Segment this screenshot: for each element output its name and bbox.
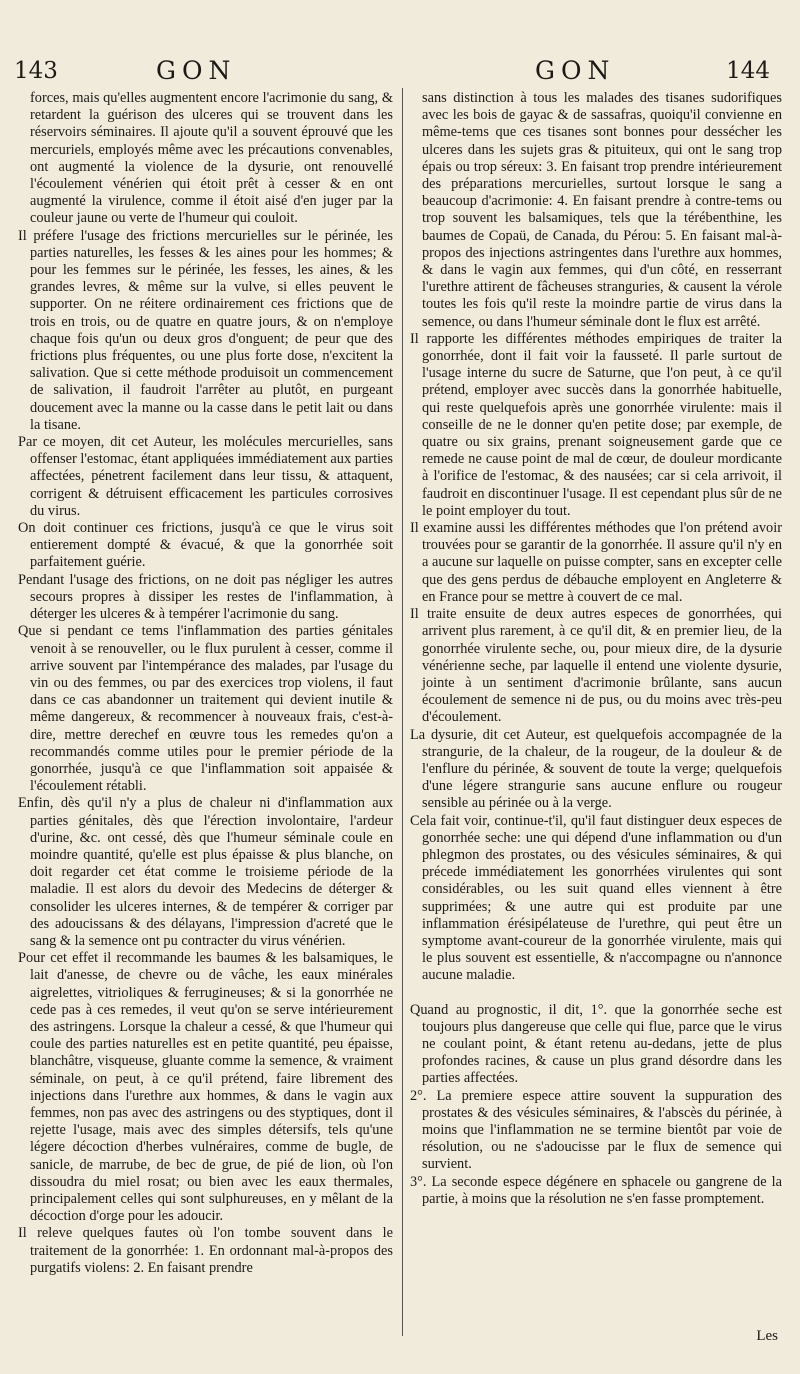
paragraph: Il releve quelques fautes où l'on tombe souvent dans le traitement de la gonorrhée: 1. En ordonnant mal-à-propos des purgatifs violens: 2. En faisant prendre bbox=[18, 1225, 393, 1276]
column-divider bbox=[402, 88, 403, 1336]
right-running-head: GON bbox=[535, 56, 616, 85]
paragraph: Que si pendant ce tems l'inflammation des parties génitales venoit à se renouveller, ou le flux purulent à cesser, comme il arrive souvent par l'intempérance des malades, par l'usage du vin ou des femmes, ou par des exercices trop violens, il faut dans ce cas abandonner un traitement qui devient inutile & même dangereux, & recommencer à nouveaux frais, c'est-à-dire, mettre derechef en œuvre tous les remedes qu'on a recommandés comme utiles pour le premier période de la gonorrhée, jusqu'à ce que l'inflammation soit appaisée & l'écoulement rétabli. bbox=[18, 623, 393, 795]
paragraph: Pour cet effet il recommande les baumes & les balsamiques, le lait d'anesse, de chevre ou de vâche, les eaux minérales aigrelettes, vitrioliques & ferrugineuses; & si la gonorrhée ne cede pas à ces remedes, il veut qu'on se serve intérieurement des astringens. Lorsque la chaleur a cessé, & que l'humeur qui coule des parties naturelles est en petite quantité, peu épaisse, blanchâtre, visqueuse, gluante comme la semence, & vraiment séminale, on peut, à ce qu'il prétend, faire librement des injections dans l'urethre aux hommes, & dans le vagin aux femmes, non pas avec des astringens ou des styptiques, dont il rejette l'usage, mais avec des simples détersifs, tels qu'une légere décoction d'herbes vulnéraires, comme de bugle, de sanicle, de marrube, de bec de grue, de pié de lion, où l'on dissoudra du miel rosat; ou bien avec les eaux thermales, principalement celles qui sont sulphureuses, en y mêlant de la décoction d'orge pour les adoucir. bbox=[18, 950, 393, 1225]
paragraph: sans distinction à tous les malades des tisanes sudorifiques avec les bois de gayac & de sassafras, quoiqu'il convienne en même-tems que ces tisanes sont bonnes pour dessécher les ulceres dans les sujets gras & pituiteux, qui ont le sang trop épais ou trop séreux: 3. En faisant trop prendre intérieurement des préparations mercurielles, surtout lorsque le sang a beaucoup d'acrimonie: 4. En faisant prendre à contre-tems ou trop souvent les balsamiques, tels que la térébenthine, les baumes de Copaü, de Canada, du Pérou: 5. En faisant mal-à-propos des injections astringentes dans l'urethre aux hommes, & dans le vagin aux femmes, qui d'un côté, en resserrant l'urethre attirent de fâcheuses stranguries, & causent la vérole toutes les fois qu'il reste la moindre partie de virus dans la semence, ou dans l'humeur séminale dont le flux est arrêté. bbox=[422, 90, 782, 330]
paragraph: Pendant l'usage des frictions, on ne doit pas négliger les autres secours propres à dissiper les restes de l'inflammation, à déterger les ulceres & à tempérer l'acrimonie du sang. bbox=[18, 571, 393, 623]
paragraph: Il rapporte les différentes méthodes empiriques de traiter la gonorrhée, dont il fait voir la fausseté. Il parle surtout de l'usage interne du sucre de Saturne, que l'on peut, à ce qu'il prétend, employer avec succès dans la gonorrhée habituelle, qui reste quelquefois après une gonorrhée virulente: mais il conseille de ne le donner qu'en petite dose; par exemple, de quatre ou six grains, prenant soigneusement garde que ce remede ne cause point de mal de cœur, de douleur mordicante à l'orifice de l'estomac, & des nausées; car si cela arrivoit, il faudroit en discontinuer l'usage. Il est cependant plus sûr de ne le point employer du tout. bbox=[410, 330, 782, 519]
paragraph: La dysurie, dit cet Auteur, est quelquefois accompagnée de la strangurie, de la chaleur, de la rougeur, de la douleur & de l'enflure du périnée, & souvent de toute la verge; quelquefois d'une légere strangurie sans aucune enflure ou rougeur sensible au périnée ou à la verge. bbox=[410, 726, 782, 812]
paragraph: Il examine aussi les différentes méthodes que l'on prétend avoir trouvées pour se garantir de la gonorrhée. Il assure qu'il n'y en a aucune sur laquelle on puisse compter, sans en excepter celle que des gens perdus de débauche employent en Angleterre & en France pour se mettre à couvert de ce mal. bbox=[410, 520, 782, 605]
catchword: Les bbox=[756, 1328, 778, 1344]
paragraph: forces, mais qu'elles augmentent encore l'acrimonie du sang, & retardent la guérison des ulceres qui se trouvent dans les réservoirs séminaires. Il ajoute qu'il a souvent éprouvé que les mercuriels, employés même avec les précautions convenables, ont augmenté la violence de la dysurie, ont renouvellé l'écoulement vénérien qui étoit prêt à cesser & en ont augmenté la virulence, comme il étoit aisé d'en juger par la couleur jaune ou verte de l'humeur qui couloit. bbox=[30, 90, 393, 227]
left-running-head: GON bbox=[156, 56, 237, 85]
paragraph: Par ce moyen, dit cet Auteur, les molécules mercurielles, sans offenser l'estomac, étant appliquées immédiatement aux parties affectées, pénetrent facilement dans leur tissu, & attaquent, corrigent & détruisent efficacement les particules corrosives du virus. bbox=[18, 434, 393, 519]
left-column bbox=[18, 90, 393, 1277]
right-page-number: 144 bbox=[726, 58, 770, 84]
left-page-number: 143 bbox=[14, 58, 58, 84]
paragraph: Enfin, dès qu'il n'y a plus de chaleur ni d'inflammation aux parties génitales, dès que l'érection involontaire, l'ardeur d'urine, &c. ont cessé, dès que l'humeur séminale coule en moindre quantité, qu'elle est plus épaisse & plus blanche, on doit regarder cet état comme le troisieme période de la maladie. Il est alors du devoir des Medecins de déterger & consolider les ulceres internes, & de tempérer & corriger par des adoucissans & des délayans, l'impression d'acreté que le sang & la semence ont pu contracter du virus vénérien. bbox=[18, 795, 393, 949]
paragraph: Cela fait voir, continue-t'il, qu'il faut distinguer deux especes de gonorrhée seche: une qui dépend d'une inflammation ou d'un phlegmon des prostates, ou des vésicules séminaires, & qui précede immédiatement les gonorrhées virulentes qui sont considérables, ou les suit quand elles viennent à être supprimées; & une autre qui est produite par une inflammation érésipélateuse de l'urethre, qui peut être un symptome avant-coureur de la gonorrhée virulente, mais qui le plus souvent est essentielle, & n'accompagne ou n'annonce aucune maladie. bbox=[410, 812, 782, 984]
paragraph: On doit continuer ces frictions, jusqu'à ce que le virus soit entierement dompté & évacué, & que la gonorrhée soit parfaitement guérie. bbox=[18, 520, 393, 571]
right-column bbox=[410, 90, 782, 1208]
paragraph: Il traite ensuite de deux autres especes de gonorrhées, qui arrivent plus rarement, à ce qu'il dit, & en premier lieu, de la gonorrhée virulente seche, ou, pour mieux dire, de la dysurie vénérienne seche, par laquelle il entend une violente dysurie, jointe à un sentiment d'acrimonie brûlante, sans aucun écoulement de semence ni de pus, ou du moins avec très-peu d'écoulement. bbox=[410, 606, 782, 726]
paragraph: Il préfere l'usage des frictions mercurielles sur le périnée, les parties naturelles, les fesses & les aines pour les hommes; & pour les femmes sur le périnée, les fesses, les aines, & les grandes levres, & même sur la vulve, si elles peuvent le supporter. On ne réitere ordinairement ces frictions que de trois en trois, ou de quatre en quatre jours, & on n'employe chaque fois qu'un ou deux gros d'onguent; de peur que des frictions plus fréquentes, ou une plus forte dose, n'excitent la salivation. Que si cette méthode produisoit un commencement de salivation, il faudroit l'arrêter au plutôt, en purgeant doucement avec la manne ou la casse dans le petit lait ou dans la tisane. bbox=[18, 227, 393, 433]
page-header bbox=[0, 56, 800, 90]
paragraph: 2°. La premiere espece attire souvent la suppuration des prostates & des vésicules séminaires, & l'abscès du périnée, à moins que l'inflammation ne se termine bientôt par voie de résolution, ou ne s'adoucisse par le flux de semence qui survient. bbox=[410, 1087, 782, 1173]
paragraph: Quand au prognostic, il dit, 1°. que la gonorrhée seche est toujours plus dangereuse que celle qui flue, parce que le virus ne coulant point, & étant retenu au-dedans, jette de plus profondes racines, & cause un plus grand désordre dans les parties affectées. bbox=[410, 1001, 782, 1087]
paragraph: 3°. La seconde espece dégénere en sphacele ou gangrene de la partie, à moins que la résolution ne s'en fasse promptement. bbox=[410, 1173, 782, 1207]
